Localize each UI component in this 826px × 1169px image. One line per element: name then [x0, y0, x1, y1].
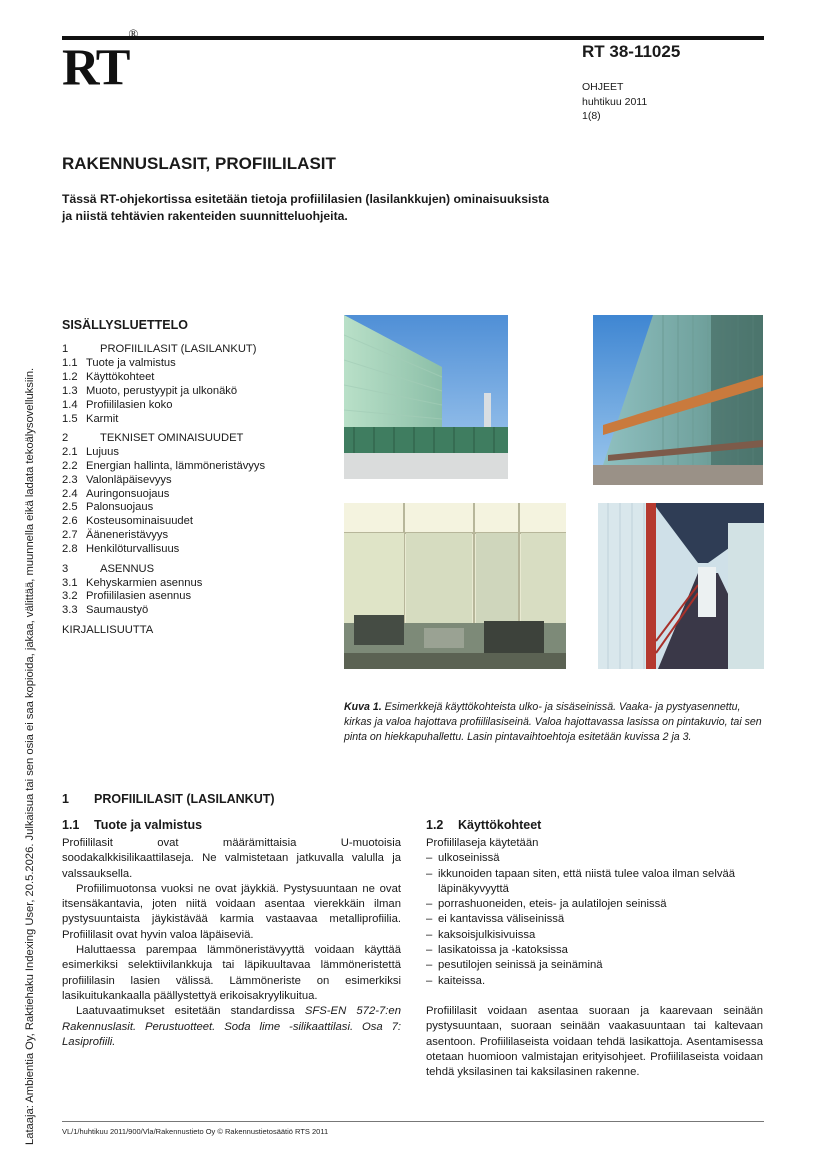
caption-text: Esimerkkejä käyttökohteista ulko- ja sisäseinissä. Vaaka- ja pystyasennettu, kirkas ja valoa hajottava profiililasiseinä. Valoa hajottavassa lasissa on pintakuvio, tai sen pinta on hiekkapuhallettu. Lasin pintavaihtoehtoja esitetään kuvissa 2 ja 3. — [344, 701, 762, 743]
toc-item[interactable]: 1.1 Tuote ja valmistus — [62, 356, 176, 369]
photo-exterior-horizontal-glass — [344, 315, 508, 479]
subsection-body-1-2 — [426, 836, 763, 1080]
toc-chapter[interactable]: 2 TEKNISET OMINAISUUDET — [62, 431, 244, 444]
table-of-contents — [62, 343, 332, 638]
page-count: 1(8) — [582, 110, 601, 122]
paragraph: Haluttaessa parempaa lämmöneristävyyttä voidaan käyttää esimerkiksi selektiivilankkuja tai läpikuultavaa lämmöneristettä profiililasin lasien välissä. Lämmöneriste on esimerkiksi lasikuitukankaalla päällystettyä erikoisakryylikuitua. — [62, 944, 401, 1002]
photo-corridor-glass-wall — [598, 503, 764, 669]
subsection-heading-1-1: 1.1 Tuote ja valmistus — [62, 818, 203, 832]
standard-reference: SFS-EN 572-7:en Rakennuslasit. Perustuotteet. Soda lime -silikaattilasi. Osa 7: Lasiprofiili. — [62, 1005, 401, 1048]
document-number: RT 38-11025 — [582, 42, 681, 61]
toc-item[interactable]: 2.7 Ääneneristävyys — [62, 529, 169, 542]
photo-exterior-vertical-glass — [593, 315, 763, 485]
document-meta — [582, 80, 647, 124]
toc-item[interactable]: 2.5 Palonsuojaus — [62, 501, 154, 514]
list-item: – ei kantavissa väliseinissä — [426, 912, 763, 927]
download-notice: Lataaja: Ambientia Oy, Raktiehaku Indexing User, 20.5.2026. Julkaisua tai sen osia ei saa kopioida, jakaa, välittää, muunnella eikä ladata tekoälysovelluksiin. — [24, 367, 36, 1145]
toc-item[interactable]: 3.1 Kehyskarmien asennus — [62, 576, 203, 589]
list-item: – kaiteissa. — [426, 974, 763, 989]
toc-item[interactable]: 1.2 Käyttökohteet — [62, 370, 155, 383]
photo-interior-office-partition — [344, 503, 566, 669]
toc-item[interactable]: 2.4 Auringonsuojaus — [62, 487, 170, 500]
toc-item[interactable]: 2.8 Henkilöturvallisuus — [62, 543, 180, 556]
toc-item[interactable]: 3.3 Saumaustyö — [62, 604, 149, 617]
usage-list — [426, 851, 763, 989]
toc-item[interactable]: 2.3 Valonläpäisevyys — [62, 473, 172, 486]
page-title: RAKENNUSLASIT, PROFIILILASIT — [62, 154, 336, 173]
list-item: – kaksoisjulkisivuissa — [426, 928, 763, 943]
toc-item[interactable]: 1.4 Profiililasien koko — [62, 398, 173, 411]
caption-label: Kuva 1. — [344, 701, 382, 713]
toc-chapter[interactable]: 1 PROFIILILASIT (LASILANKUT) — [62, 343, 257, 355]
registered-mark: ® — [128, 26, 139, 41]
toc-item[interactable]: 1.5 Karmit — [62, 412, 119, 425]
list-item: – lasikatoissa ja -katoksissa — [426, 943, 763, 958]
logo-text: RT — [62, 39, 129, 97]
list-lead: Profiililaseja käytetään — [426, 837, 539, 849]
list-item: – ulkoseinissä — [426, 851, 763, 866]
document-type: OHJEET — [582, 81, 624, 93]
toc-references[interactable]: KIRJALLISUUTTA — [62, 623, 154, 636]
toc-heading: SISÄLLYSLUETTELO — [62, 318, 188, 332]
footer-rule — [62, 1121, 764, 1122]
toc-item[interactable]: 2.1 Lujuus — [62, 445, 119, 458]
toc-chapter[interactable]: 3 ASENNUS — [62, 562, 155, 575]
toc-item[interactable]: 1.3 Muoto, perustyypit ja ulkonäkö — [62, 384, 238, 397]
toc-item[interactable]: 3.2 Profiililasien asennus — [62, 590, 192, 603]
toc-item[interactable]: 2.2 Energian hallinta, lämmöneristävyys — [62, 459, 266, 472]
section-heading: 1 PROFIILILASIT (LASILANKUT) — [62, 792, 275, 806]
list-item: – ikkunoiden tapaan siten, että niistä tulee valoa ilman selvää läpinäkyvyyttä — [426, 867, 763, 898]
toc-item[interactable]: 2.6 Kosteusominaisuudet — [62, 515, 193, 528]
paragraph: Profiilimuotonsa vuoksi ne ovat jäykkiä. Pystysuuntaan ne ovat itsensäkantavia, joten niitä voidaan asentaa vierekkäin ilman pystysuuntaista jäykistävää karmia vastaavaa metalliprofiilia. Profiililasit ovat hyvin valoa läpäiseviä. — [62, 882, 401, 941]
rt-logo — [62, 26, 139, 97]
intro-text: Tässä RT-ohjekortissa esitetään tietoja profiililasien (lasilankkujen) ominaisuuksista ja niistä tehtävien rakenteiden suunnitteluohjeita. — [62, 192, 549, 223]
paragraph: Profiililasit ovat määrämittaisia U-muotoisia soodakalkkisilikaattilaseja. Ne valmistetaan jatkuvalla valulla ja valssauksella. — [62, 837, 401, 880]
subsection-body-1-1 — [62, 836, 401, 1050]
subsection-heading-1-2: 1.2 Käyttökohteet — [426, 818, 542, 832]
header-rule — [62, 36, 764, 40]
footer-text: VL/1/huhtikuu 2011/900/Vla/Rakennustieto Oy © Rakennustietosäätiö RTS 2011 — [62, 1127, 329, 1136]
paragraph: Laatuvaatimukset esitetään standardissa SFS-EN 572-7:en Rakennuslasit. Perustuotteet. Soda lime -silikaattilasi. Osa 7: Lasiprofiili. — [62, 1005, 401, 1048]
figure-caption — [344, 700, 764, 745]
list-item: – porrashuoneiden, eteis- ja aulatilojen seinissä — [426, 897, 763, 912]
paragraph: Profiililasit voidaan asentaa suoraan ja kaarevaan seinään pystysuuntaan, suoraan seinään vaakasuuntaan tai kaltevaan asentoon. Profiililaseista voidaan tehdä lasikattoja. Asentamisessa otetaan huomioon valmistajan erityisohjeet. Profiililaseista voidaan tehdä yksilasinen tai kaksilasinen rakenne. — [426, 1004, 763, 1079]
list-item: – pesutilojen seinissä ja seinäminä — [426, 958, 763, 973]
document-date: huhtikuu 2011 — [582, 95, 648, 108]
